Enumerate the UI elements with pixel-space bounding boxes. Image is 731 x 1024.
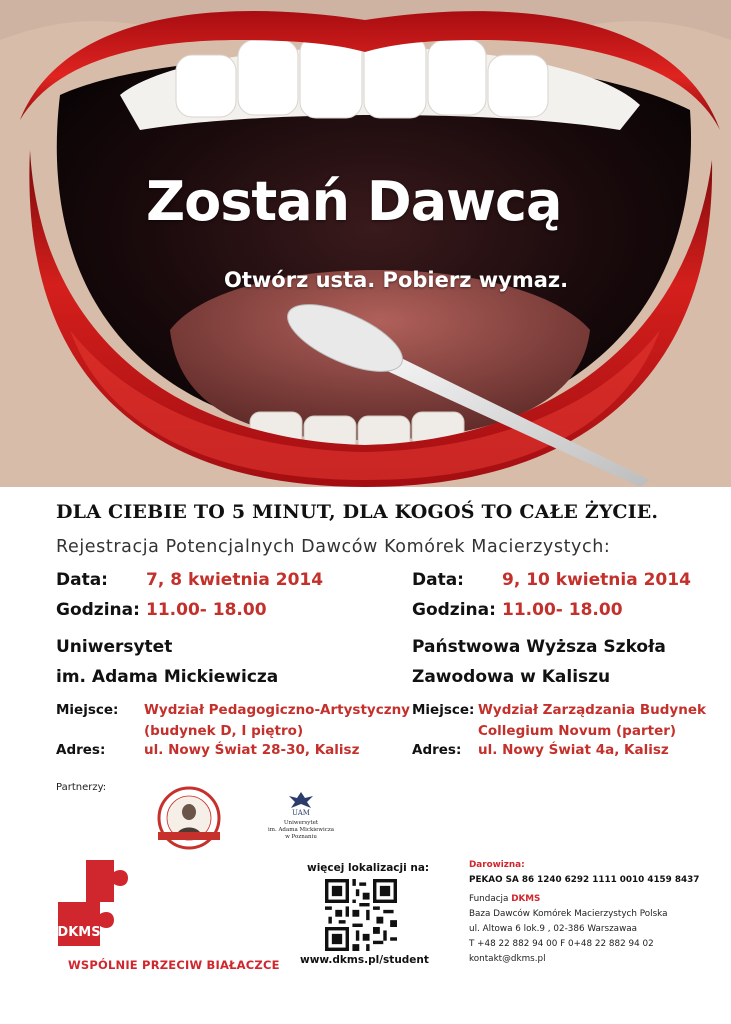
subheadline: Otwórz usta. Pobierz wymaz.: [224, 268, 569, 292]
time-value: 11.00- 18.00: [146, 600, 267, 620]
place-value-line2: (budynek D, I piętro): [144, 723, 304, 739]
uam-logo: [262, 790, 340, 850]
website-url[interactable]: www.dkms.pl/student: [300, 954, 429, 966]
street-address: ul. Altowa 6 lok.9 , 02-386 Warszawaa: [469, 924, 638, 934]
registration-text: Rejestracja Potencjalnych Dawców Komórek Macierzystych:: [56, 537, 611, 557]
date-row: [56, 570, 406, 600]
university-name-line1: Uniwersytet: [56, 637, 173, 657]
date-row: [412, 570, 712, 600]
uam-mark: UAM: [292, 809, 310, 816]
phone-numbers: T +48 22 882 94 00 F 0+48 22 882 94 02: [469, 939, 654, 949]
uam-text-line1: Uniwersytet: [283, 820, 319, 826]
address-value: ul. Nowy Świat 28-30, Kalisz: [144, 742, 360, 758]
hero-image: [0, 0, 731, 487]
date-label: Data:: [412, 570, 464, 590]
email[interactable]: kontakt@dkms.pl: [469, 954, 546, 964]
pwsz-seal-logo: [146, 780, 232, 850]
university-name-line1: Państwowa Wyższa Szkoła: [412, 637, 666, 657]
place-value-line1: Wydział Pedagogiczno-Artystyczny: [144, 702, 410, 718]
time-label: Godzina:: [412, 600, 496, 620]
time-row: [412, 600, 712, 630]
place-value-line2: Collegium Novum (parter): [478, 723, 677, 739]
place-label: Miejsce:: [56, 702, 119, 718]
place-label: Miejsce:: [412, 702, 475, 718]
org-name: Baza Dawców Komórek Macierzystych Polska: [469, 909, 668, 919]
uam-text-line2: im. Adama Mickiewicza: [267, 827, 335, 833]
date-label: Data:: [56, 570, 108, 590]
uam-text-line3: w Poznaniu: [285, 834, 317, 840]
qr-code[interactable]: [325, 879, 397, 951]
donation-label: Darowizna:: [469, 860, 525, 870]
place-value-line1: Wydział Zarządzania Budynek: [478, 702, 706, 718]
headline: Zostań Dawcą: [146, 170, 562, 233]
dkms-puzzle-logo: [56, 858, 138, 953]
uam-eagle-icon: [287, 790, 315, 816]
date-value: 7, 8 kwietnia 2014: [146, 570, 324, 590]
date-value: 9, 10 kwietnia 2014: [502, 570, 691, 590]
foundation-prefix: Fundacja: [469, 894, 509, 904]
university-name-line2: Zawodowa w Kaliszu: [412, 667, 611, 687]
more-locations-label: więcej lokalizacji na:: [307, 862, 430, 874]
partners-label: Partnerzy:: [56, 782, 107, 793]
event-right: [412, 570, 712, 758]
foundation-name: DKMS: [511, 894, 541, 904]
address-label: Adres:: [412, 742, 462, 758]
bank-account: PEKAO SA 86 1240 6292 1111 0010 4159 8437: [469, 875, 700, 885]
dkms-logo-text: DKMS: [57, 925, 101, 940]
time-label: Godzina:: [56, 600, 140, 620]
university-name-line2: im. Adama Mickiewicza: [56, 667, 279, 687]
event-left: [56, 570, 410, 758]
address-label: Adres:: [56, 742, 106, 758]
foundation-line: [469, 892, 719, 907]
address-value: ul. Nowy Świat 4a, Kalisz: [478, 742, 669, 758]
open-mouth-illustration: [0, 0, 731, 487]
slogan: DLA CIEBIE TO 5 MINUT, DLA KOGOŚ TO CAŁE ŻYCIE.: [56, 501, 659, 523]
time-value: 11.00- 18.00: [502, 600, 623, 620]
dkms-tagline: WSPÓLNIE PRZECIW BIAŁACZCE: [68, 958, 280, 972]
contact-block: [469, 858, 719, 967]
time-row: [56, 600, 406, 630]
